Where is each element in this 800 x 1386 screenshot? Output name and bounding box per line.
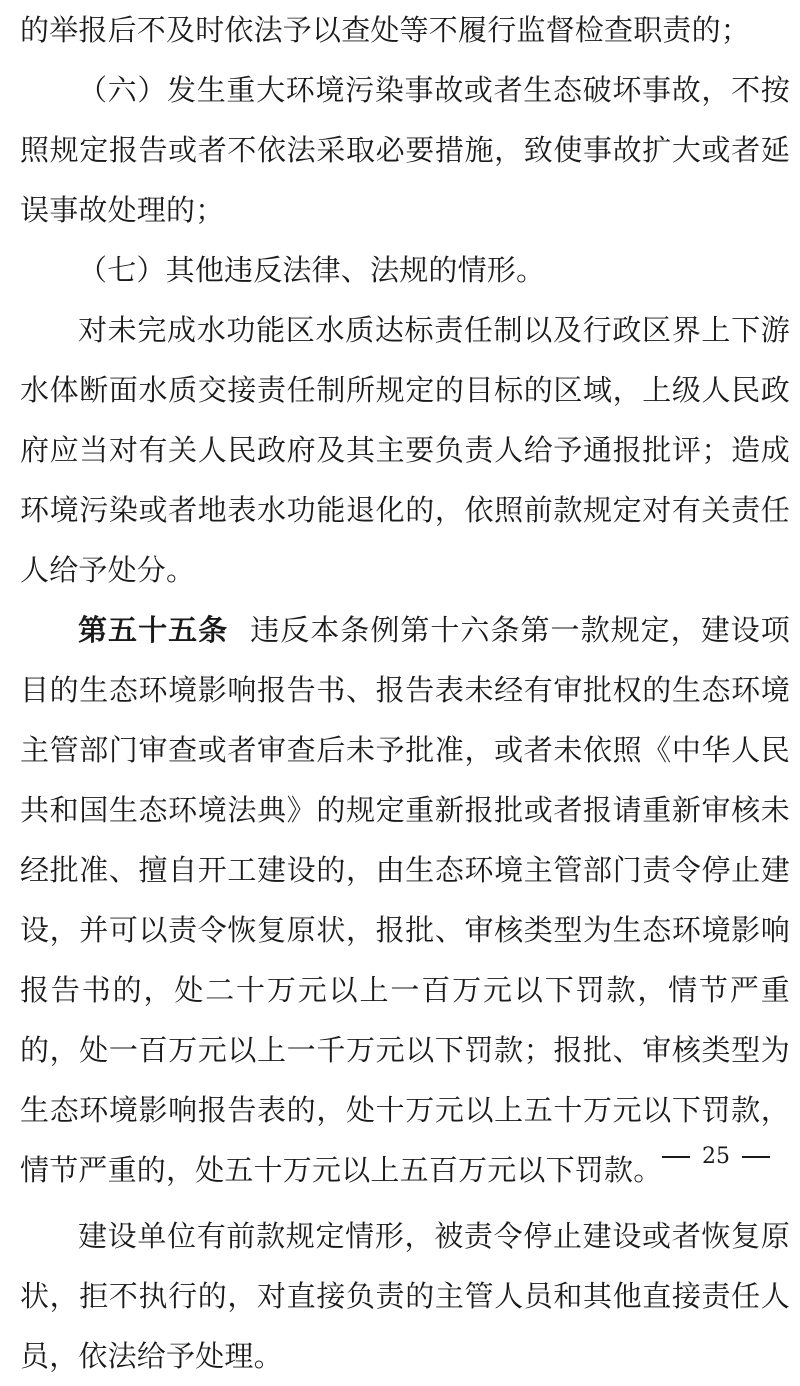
article-55-text: 违反本条例第十六条第一款规定，建设项目的生态环境影响报告书、报告表未经有审批权的生态环境主管部门审查或者审查后未予批准，或者未依照《中华人民共和国生态环境法典》的规定重新报批或者报请重新审核未经批准、擅自开工建设的，由生态环境主管部门责令停止建设，并可以责令恢复原状，报批、审核类型为生态环境影响报告书的，处二十万元以上一百万元以下罚款，情节严重的，处一百万元以上一千万元以下罚款；报批、审核类型为生态环境影响报告表的，处十万元以上五十万元以下罚款，情节严重的，处五十万元以上五百万元以下罚款。 — [20, 613, 790, 1187]
paragraph-water-quality: 对未完成水功能区水质达标责任制以及行政区界上下游水体断面水质交接责任制所规定的目标的区域，上级人民政府应当对有关人民政府及其主要负责人给予通报批评；造成环境污染或者地表水功能退化的，依照前款规定对有关责任人给予处分。 — [20, 313, 790, 587]
dash-right-icon — [742, 1156, 770, 1158]
paragraph-item-6: （六）发生重大环境污染事故或者生态破坏事故，不按照规定报告或者不依法采取必要措施，致使事故扩大或者延误事故处理的； — [20, 73, 790, 227]
paragraph-item-7: （七）其他违反法律、法规的情形。 — [78, 253, 546, 287]
paragraph-article-55 — [20, 600, 790, 1200]
paragraph-refusal: 建设单位有前款规定情形，被责令停止建设或者恢复原状，拒不执行的，对直接负责的主管人员和其他直接责任人员，依法给予处理。 — [20, 1219, 790, 1373]
article-heading: 第五十五条 — [78, 613, 229, 647]
page-number-value: 25 — [702, 1144, 730, 1169]
dash-left-icon — [662, 1156, 690, 1158]
paragraph-continuation: 的举报后不及时依法予以查处等不履行监督检查职责的； — [20, 13, 751, 47]
document-body — [20, 0, 790, 1386]
page-number — [662, 1142, 770, 1172]
